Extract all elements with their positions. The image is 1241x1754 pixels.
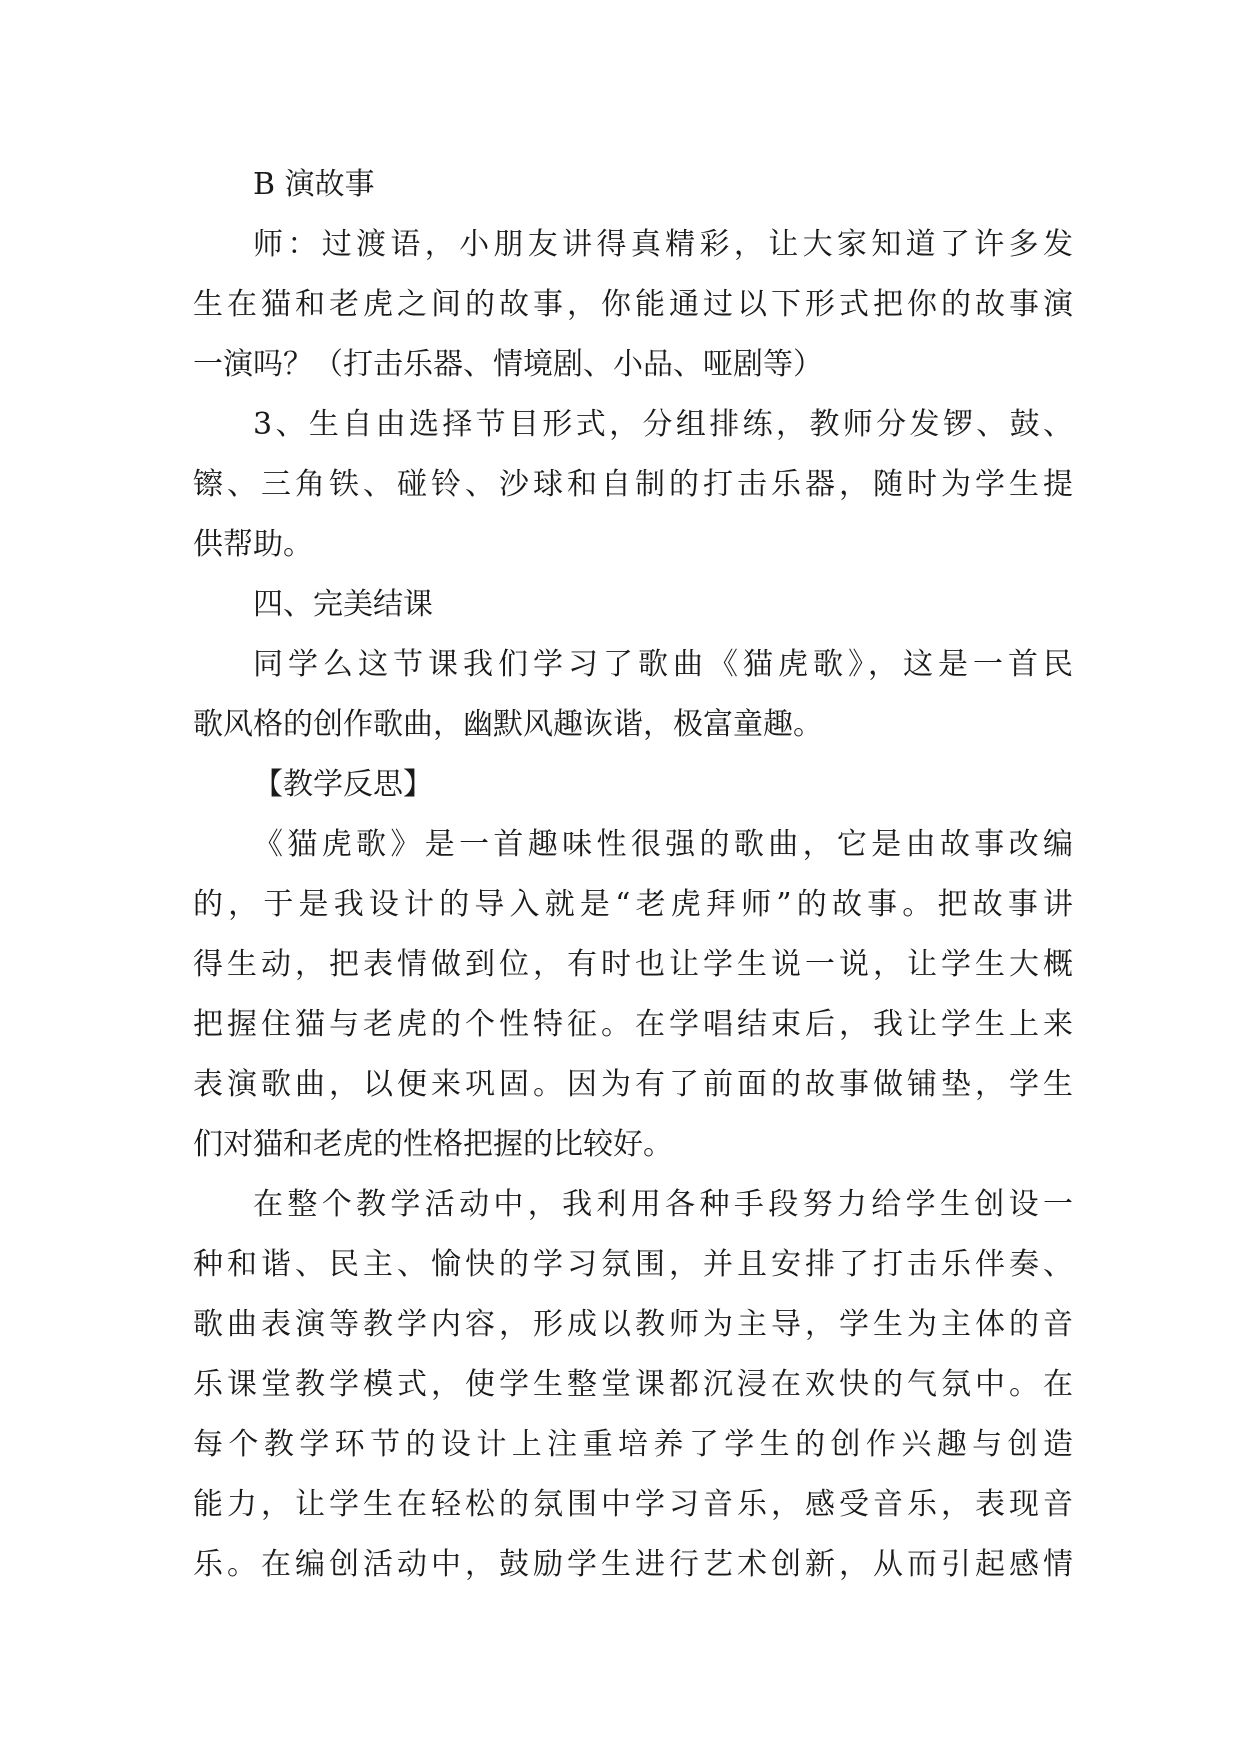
paragraph-line: 在整个教学活动中，我利用各种手段努力给学生创设一 [253, 1187, 1073, 1222]
paragraph-line: 3、生自由选择节目形式，分组排练，教师分发锣、鼓、 [253, 407, 1073, 442]
paragraph-line: 生在猫和老虎之间的故事，你能通过以下形式把你的故事演 [193, 287, 1073, 322]
paragraph-line: 的，于是我设计的导入就是“老虎拜师”的故事。把故事讲 [193, 887, 1073, 922]
paragraph-line: 师：过渡语，小朋友讲得真精彩，让大家知道了许多发 [253, 227, 1073, 262]
section-heading-4: 四、完美结课 [253, 587, 433, 622]
paragraph-line: 《猫虎歌》是一首趣味性很强的歌曲，它是由故事改编 [253, 827, 1073, 862]
section-heading-b: B 演故事 [253, 167, 375, 202]
paragraph-line: 镲、三角铁、碰铃、沙球和自制的打击乐器，随时为学生提 [193, 467, 1073, 502]
section-heading-reflection: 【教学反思】 [253, 767, 433, 802]
paragraph-line: 能力，让学生在轻松的氛围中学习音乐，感受音乐，表现音 [193, 1487, 1073, 1522]
paragraph-line: 得生动，把表情做到位，有时也让学生说一说，让学生大概 [193, 947, 1073, 982]
paragraph-line: 歌风格的创作歌曲，幽默风趣诙谐，极富童趣。 [193, 707, 823, 742]
paragraph-line: 种和谐、民主、愉快的学习氛围，并且安排了打击乐伴奏、 [193, 1247, 1073, 1282]
paragraph-line: 歌曲表演等教学内容，形成以教师为主导，学生为主体的音 [193, 1307, 1073, 1342]
paragraph-line: 一演吗？（打击乐器、情境剧、小品、哑剧等） [193, 347, 823, 382]
paragraph-line: 供帮助。 [193, 527, 313, 562]
paragraph-line: 把握住猫与老虎的个性特征。在学唱结束后，我让学生上来 [193, 1007, 1073, 1042]
paragraph-line: 同学么这节课我们学习了歌曲《猫虎歌》，这是一首民 [253, 647, 1073, 682]
paragraph-line: 表演歌曲，以便来巩固。因为有了前面的故事做铺垫，学生 [193, 1067, 1073, 1102]
paragraph-line: 每个教学环节的设计上注重培养了学生的创作兴趣与创造 [193, 1427, 1073, 1462]
paragraph-line: 乐。在编创活动中，鼓励学生进行艺术创新，从而引起感情 [193, 1547, 1073, 1582]
paragraph-line: 乐课堂教学模式，使学生整堂课都沉浸在欢快的气氛中。在 [193, 1367, 1073, 1402]
paragraph-line: 们对猫和老虎的性格把握的比较好。 [193, 1127, 673, 1162]
